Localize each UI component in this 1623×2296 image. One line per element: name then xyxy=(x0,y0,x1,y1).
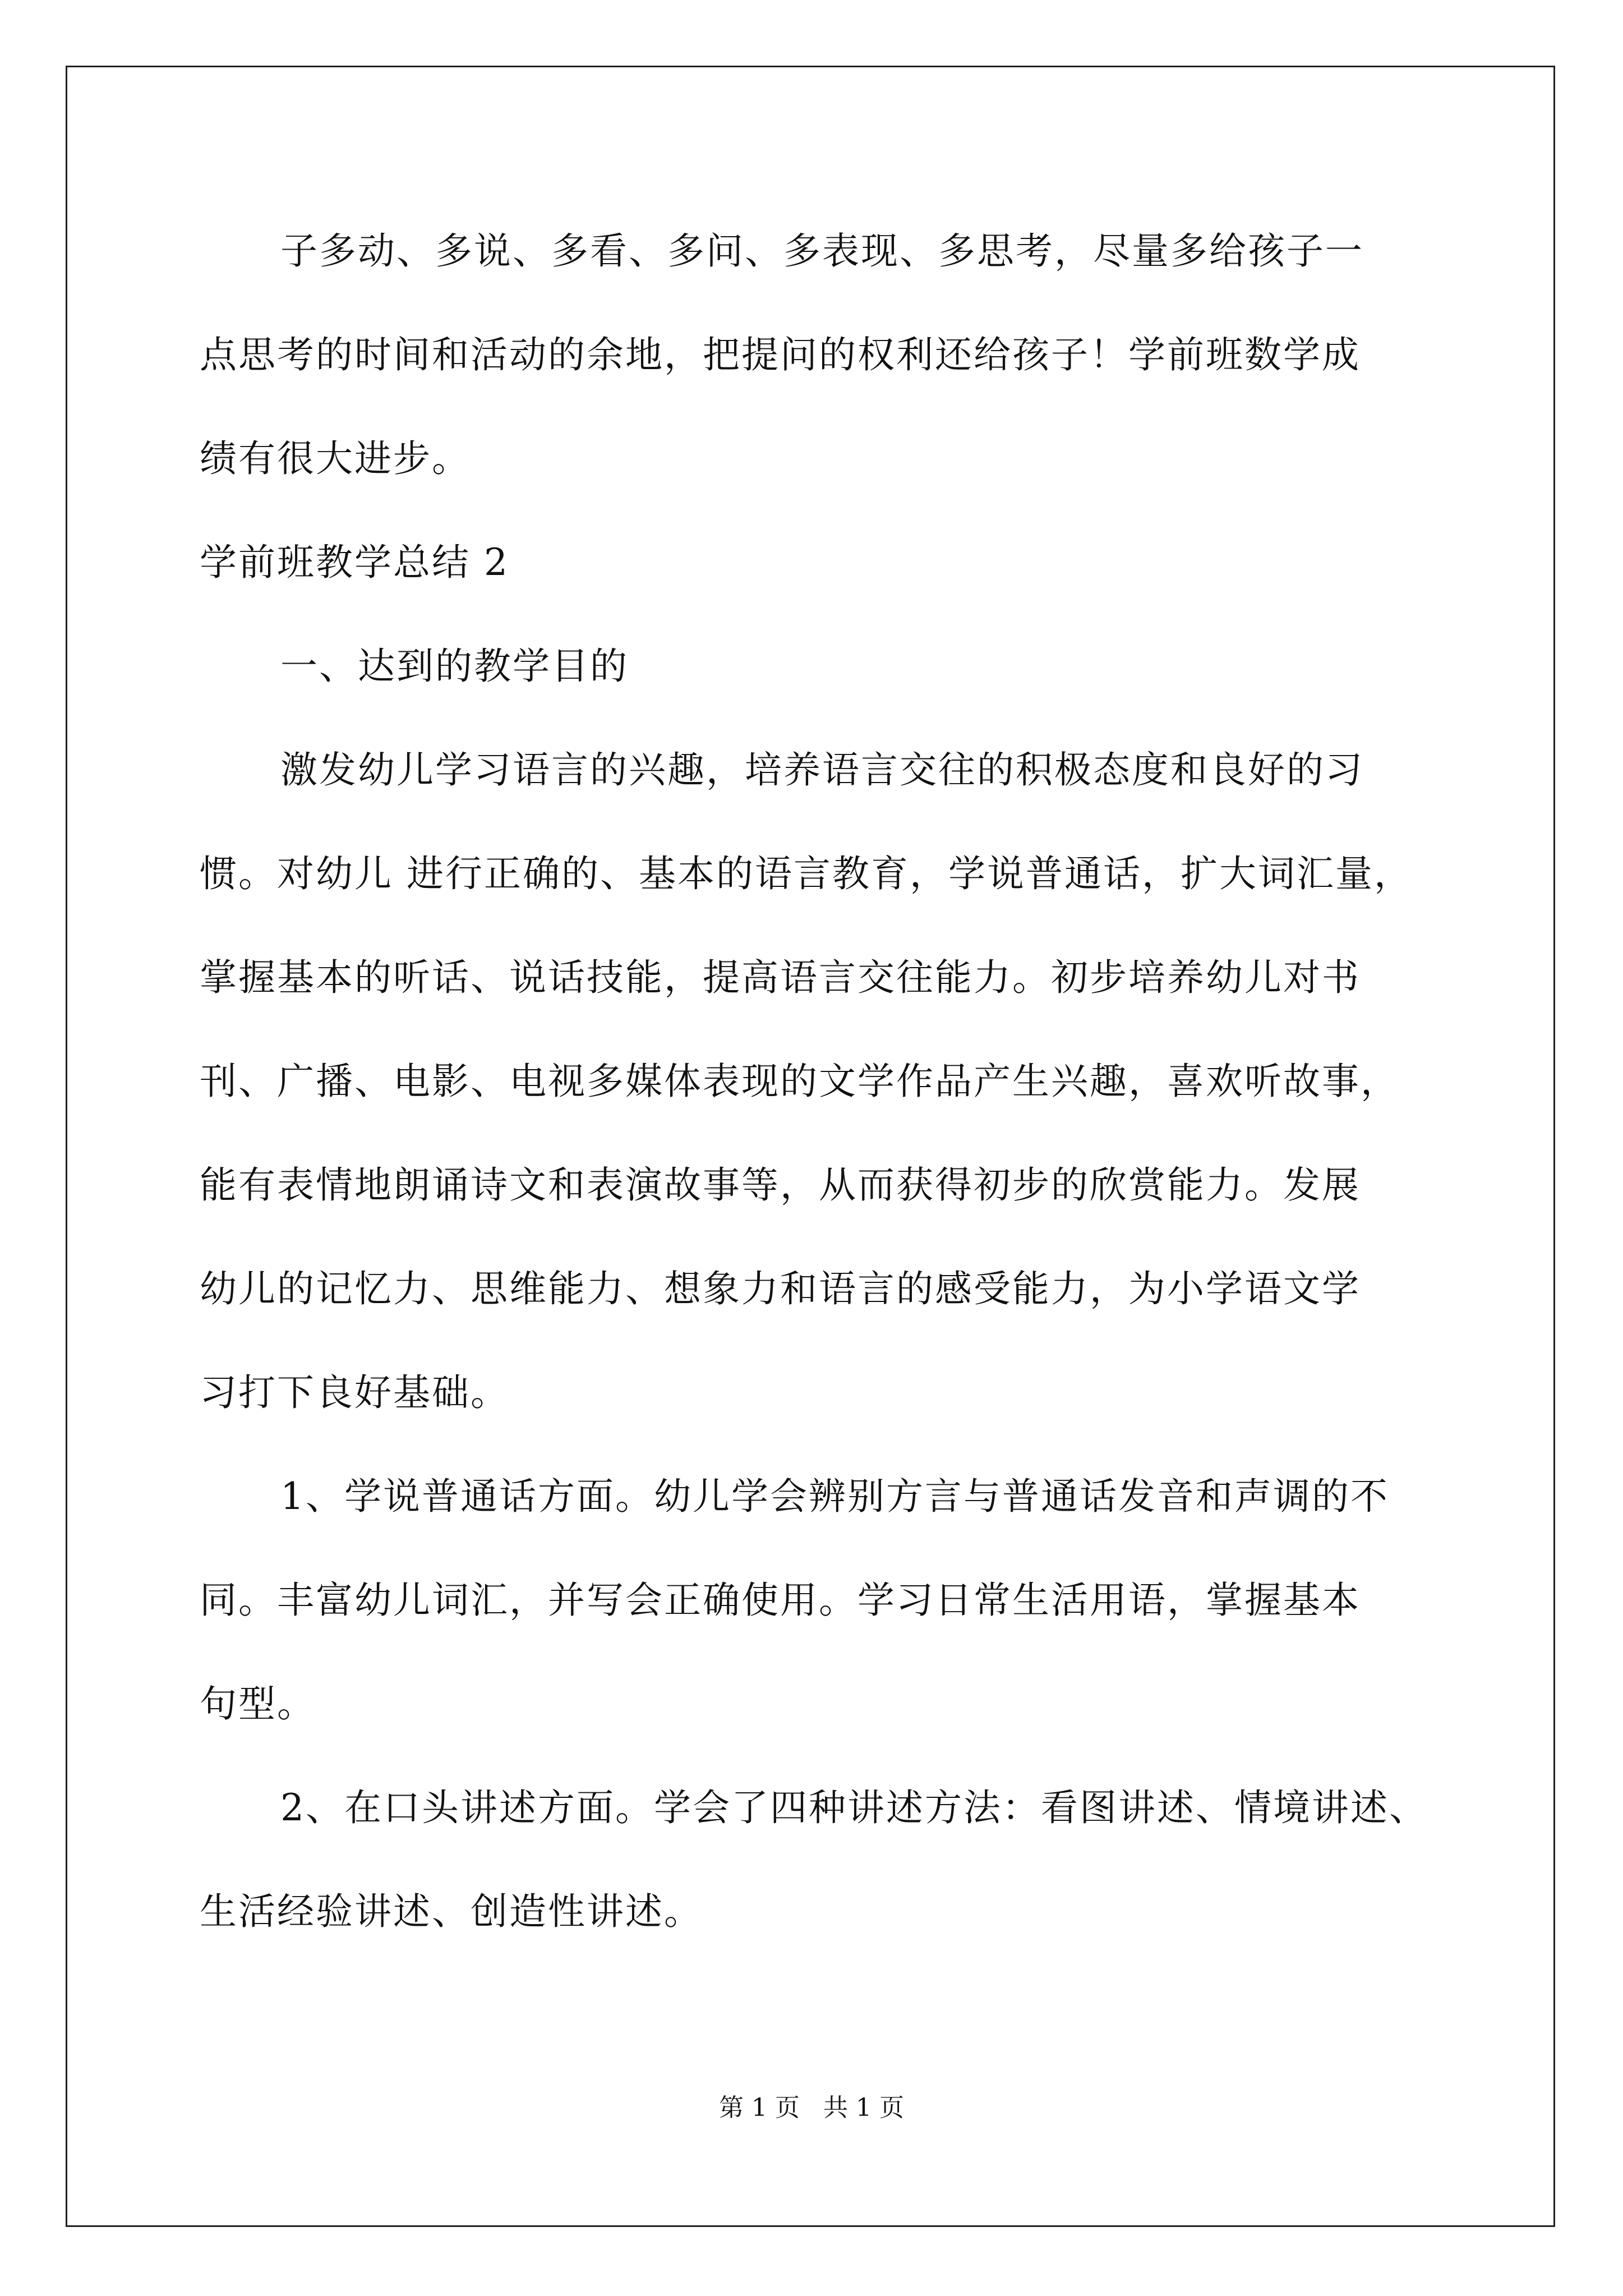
subsection-heading: 一、达到的教学目的 xyxy=(280,645,629,688)
paragraph-line: 激发幼儿学习语言的兴趣，培养语言交往的积极态度和良好的习 xyxy=(280,748,1364,792)
paragraph-line: 绩有很大进步。 xyxy=(200,437,471,480)
paragraph-line: 句型。 xyxy=(200,1682,316,1726)
paragraph-line: 子多动、多说、多看、多问、多表现、多思考，尽量多给孩子一 xyxy=(280,229,1364,273)
paragraph-line: 刊、广播、电影、电视多媒体表现的文学作品产生兴趣，喜欢听故事， xyxy=(200,1060,1399,1103)
paragraph-line: 能有表情地朗诵诗文和表演故事等，从而获得初步的欣赏能力。发展 xyxy=(200,1163,1361,1207)
paragraph-line: 1、学说普通话方面。幼儿学会辨别方言与普通话发音和声调的不 xyxy=(280,1475,1389,1518)
paragraph-line: 同。丰富幼儿词汇，并写会正确使用。学习日常生活用语，掌握基本 xyxy=(200,1579,1361,1622)
paragraph-line: 幼儿的记忆力、思维能力、想象力和语言的感受能力，为小学语文学 xyxy=(200,1267,1361,1310)
section-heading: 学前班教学总结 2 xyxy=(200,541,509,584)
paragraph-line: 点思考的时间和活动的余地，把提问的权利还给孩子！学前班数学成 xyxy=(200,333,1361,376)
paragraph-line: 生活经验讲述、创造性讲述。 xyxy=(200,1890,703,1933)
paragraph-line: 习打下良好基础。 xyxy=(200,1371,509,1414)
paragraph-line: 掌握基本的听话、说话技能，提高语言交往能力。初步培养幼儿对书 xyxy=(200,956,1361,999)
paragraph-line: 惯。对幼儿 进行正确的、基本的语言教育，学说普通话，扩大词汇量， xyxy=(200,852,1413,895)
paragraph-line: 2、在口头讲述方面。学会了四种讲述方法：看图讲述、情境讲述、 xyxy=(280,1786,1428,1829)
page-number-footer: 第 1 页 共 1 页 xyxy=(719,2093,904,2122)
